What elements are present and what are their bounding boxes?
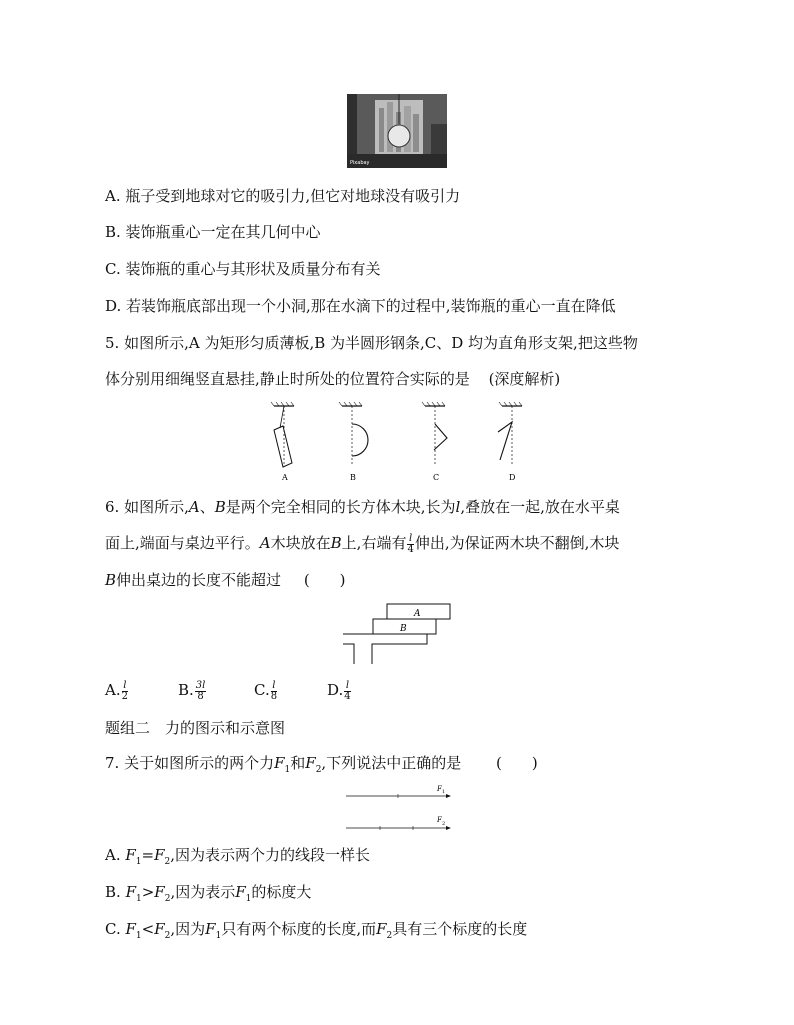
vase-photo bbox=[347, 94, 447, 168]
q6-stem-line1 bbox=[105, 497, 620, 517]
q6-opt-d-den: 4 bbox=[344, 690, 351, 702]
fig-label-c: C bbox=[433, 473, 440, 482]
q6-opt-b-num: 3l bbox=[195, 679, 206, 691]
q6-text-2b: 木块放在 bbox=[270, 534, 331, 552]
q7-c-tail: 具有三个标度的长度 bbox=[392, 920, 528, 938]
q6-opt-d-prefix: D. bbox=[327, 681, 344, 699]
q7-stem bbox=[105, 753, 538, 780]
q6-text-3a: 伸出桌边的长度不能超过 bbox=[116, 571, 282, 589]
figure-c bbox=[422, 402, 447, 466]
q7-option-a: A. $F_1=F_2$,因为表示两个力的线段一样长 bbox=[105, 846, 371, 867]
q6-opt-a-den: 2 bbox=[121, 690, 128, 702]
q7-figure bbox=[344, 782, 454, 834]
figure-b bbox=[339, 402, 368, 466]
q6-text-1c: ,叠放在一起,放在水平桌 bbox=[460, 498, 620, 516]
q6-var-b2: B bbox=[330, 534, 342, 552]
q6-opt-d-num: l bbox=[345, 679, 350, 691]
q7-c-f1b: F bbox=[205, 920, 216, 938]
fig-label-a: A bbox=[282, 473, 288, 482]
q6-sep: 、 bbox=[199, 498, 215, 516]
q7-sub1: 1 bbox=[284, 765, 291, 775]
q4-option-a: A. 瓶子受到地球对它的吸引力,但它对地球没有吸引力 bbox=[105, 187, 461, 205]
q7-option-c: C. $F_1<F_2$,因为$F_1$只有两个标度的长度,而$F_2$具有三个标度的长度 bbox=[105, 920, 528, 941]
q6-option-a bbox=[105, 680, 129, 702]
q6-frac-num: l bbox=[409, 532, 413, 544]
q6-opt-b-prefix: B. bbox=[178, 681, 194, 699]
q5-stem-line1: 5. 如图所示,A 为矩形匀质薄板,B 为半圆形钢条,C、D 均为直角形支架,把这些物 bbox=[105, 334, 638, 352]
q6-text-2c: 上,右端有 bbox=[341, 534, 407, 552]
q6-text-1b: 是两个完全相同的长方体木块,长为 bbox=[225, 498, 456, 516]
q7-c-f2: F bbox=[154, 920, 165, 938]
q6-option-b bbox=[178, 680, 207, 702]
q7-a-sub2: 2 bbox=[164, 857, 171, 867]
q7-b-mid: ,因为表示 bbox=[170, 883, 236, 901]
q6-answer-paren: ( ) bbox=[303, 571, 346, 589]
q7-answer-paren: ( ) bbox=[495, 754, 538, 772]
q6-option-c bbox=[254, 680, 278, 702]
q6-text-2d: 伸出,为保证两木块不翻倒,木块 bbox=[414, 534, 620, 552]
q6-opt-c-num: l bbox=[272, 679, 276, 691]
q7-c-sub2: 2 bbox=[164, 931, 171, 941]
q6-text-1a: 6. 如图所示, bbox=[105, 498, 189, 516]
q7-c-sub1b: 1 bbox=[215, 931, 222, 941]
q7-b-f1: F bbox=[125, 883, 136, 901]
q7-f1: F bbox=[274, 754, 285, 772]
q5-tag: (深度解析) bbox=[488, 370, 561, 388]
q7-c-mid: ,因为 bbox=[170, 920, 206, 938]
q6-fraction bbox=[407, 534, 413, 555]
q7-c-f2b: F bbox=[376, 920, 387, 938]
q5-stem-text: 体分别用细绳竖直悬挂,静止时所处的位置符合实际的是 bbox=[105, 370, 470, 388]
group-heading: 题组二 力的图示和示意图 bbox=[105, 719, 286, 737]
q7-b-f1b: F bbox=[235, 883, 246, 901]
q6-var-b3: B bbox=[105, 571, 117, 589]
fig-label-d: D bbox=[509, 473, 516, 482]
photo-caption: Pixabay bbox=[350, 160, 370, 166]
q6-var-l: l bbox=[455, 498, 461, 516]
q7-b-sub1: 1 bbox=[135, 894, 142, 904]
arrow-f1-label: F bbox=[437, 785, 442, 793]
q6-opt-c-prefix: C. bbox=[254, 681, 270, 699]
arrow-f2-label: F bbox=[437, 816, 442, 824]
q6-opt-a-prefix: A. bbox=[105, 681, 121, 699]
q7-a-f2: F bbox=[154, 846, 165, 864]
q7-b-tail: 的标度大 bbox=[251, 883, 312, 901]
q6-option-d bbox=[327, 680, 352, 702]
figure-d bbox=[498, 402, 522, 466]
q7-text-b: ,下列说法中正确的是 bbox=[321, 754, 462, 772]
q7-b-f2: F bbox=[154, 883, 165, 901]
q6-figure bbox=[340, 600, 460, 666]
q7-text-a: 7. 关于如图所示的两个力 bbox=[105, 754, 275, 772]
q7-b-sub2: 2 bbox=[164, 894, 171, 904]
q7-a-sub1: 1 bbox=[135, 857, 142, 867]
fig-label-b: B bbox=[350, 473, 356, 482]
q7-b-sub1b: 1 bbox=[245, 894, 252, 904]
q7-c-sub1: 1 bbox=[135, 931, 142, 941]
q7-sub2: 2 bbox=[315, 765, 322, 775]
q7-c-f1: F bbox=[125, 920, 136, 938]
q6-opt-c-den: 8 bbox=[270, 690, 278, 702]
q6-var-b: B bbox=[214, 498, 226, 516]
q5-figure bbox=[250, 400, 550, 486]
q6-opt-a-num: l bbox=[123, 679, 127, 691]
q7-a-tail: ,因为表示两个力的线段一样长 bbox=[170, 846, 371, 864]
block-b-label: B bbox=[400, 624, 407, 634]
q6-var-a: A bbox=[188, 498, 200, 516]
q4-option-c: C. 装饰瓶的重心与其形状及质量分布有关 bbox=[105, 260, 381, 278]
q4-option-d: D. 若装饰瓶底部出现一个小洞,那在水滴下的过程中,装饰瓶的重心一直在降低 bbox=[105, 297, 616, 315]
q6-text-2a: 面上,端面与桌边平行。 bbox=[105, 534, 260, 552]
q6-stem-line3 bbox=[105, 570, 346, 590]
arrow-f1-sub: 1 bbox=[442, 789, 446, 795]
arrow-f2-sub: 2 bbox=[442, 821, 446, 827]
figure-a bbox=[271, 402, 294, 467]
q6-var-a2: A bbox=[259, 534, 271, 552]
q6-opt-b-den: 8 bbox=[197, 690, 204, 702]
q7-f2: F bbox=[305, 754, 316, 772]
q5-stem-line2 bbox=[105, 369, 560, 389]
q7-and: 和 bbox=[290, 754, 306, 772]
q4-option-b: B. 装饰瓶重心一定在其几何中心 bbox=[105, 223, 321, 241]
q7-a-f1: F bbox=[125, 846, 136, 864]
q6-stem-line2 bbox=[105, 533, 619, 555]
block-a-label: A bbox=[414, 609, 421, 619]
q7-c-sub2b: 2 bbox=[386, 931, 393, 941]
q7-option-b: B. $F_1>F_2$,因为表示$F_1$的标度大 bbox=[105, 883, 312, 904]
q6-frac-den: 4 bbox=[407, 543, 414, 555]
q7-c-mid2: 只有两个标度的长度,而 bbox=[221, 920, 377, 938]
